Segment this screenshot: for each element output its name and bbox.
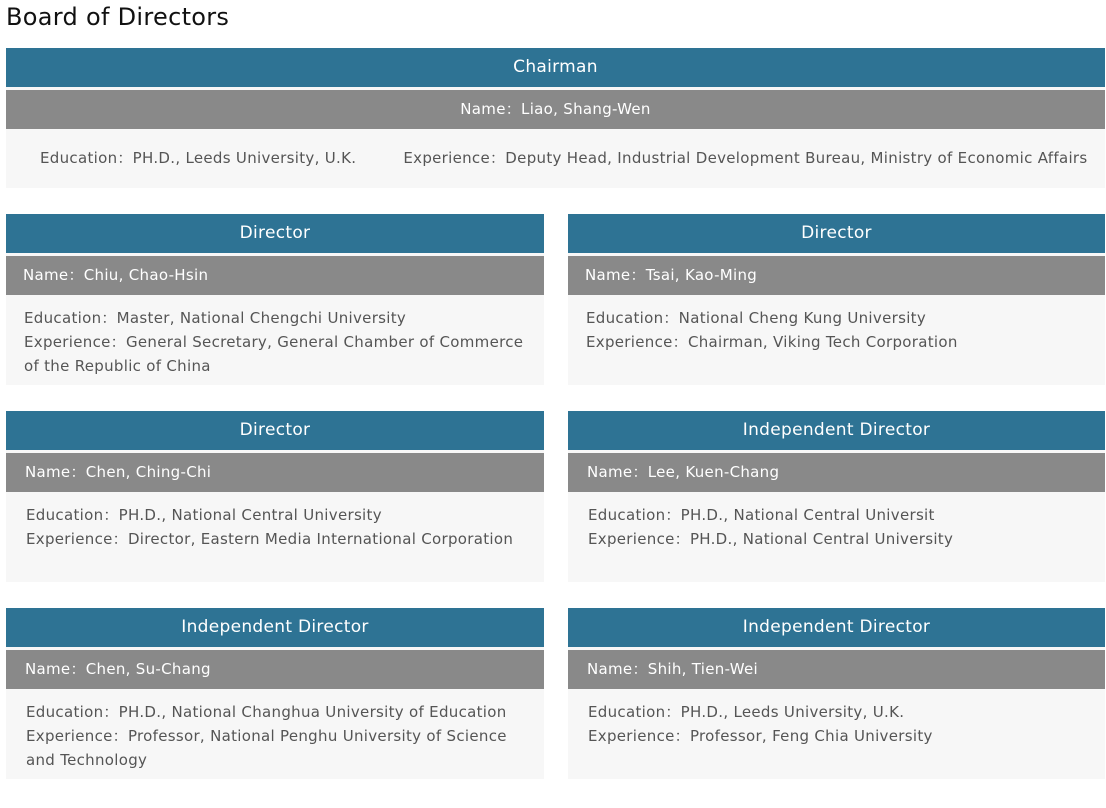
director-card <box>568 214 1105 385</box>
role-header: Director <box>6 214 544 253</box>
member-education: Education：PH.D., Leeds University, U.K. <box>588 703 905 721</box>
member-experience: Experience：Deputy Head, Industrial Development Bureau, Ministry of Economic Affairs <box>403 149 1088 167</box>
role-header: Independent Director <box>568 608 1105 647</box>
member-name: Name：Lee, Kuen-Chang <box>568 453 1105 492</box>
member-details <box>568 492 1105 551</box>
member-experience: Experience：Professor, National Penghu University of Science <box>26 727 507 745</box>
role-header: Director <box>568 214 1105 253</box>
member-experience: Experience：General Secretary, General Chamber of Commerce <box>24 333 524 351</box>
member-education: Education：National Cheng Kung University <box>586 309 927 327</box>
role-header: Independent Director <box>568 411 1105 450</box>
member-education: Education：PH.D., National Central Universit <box>588 506 935 524</box>
member-experience-continued: of the Republic of China <box>24 357 211 375</box>
member-name: Name：Shih, Tien-Wei <box>568 650 1105 689</box>
member-details <box>6 689 544 772</box>
member-name: Name：Tsai, Kao-Ming <box>568 256 1105 295</box>
independent-director-card <box>6 608 544 779</box>
member-name: Name：Chiu, Chao-Hsin <box>6 256 544 295</box>
member-experience: Experience：PH.D., National Central University <box>588 530 954 548</box>
member-experience: Experience：Director, Eastern Media International Corporation <box>26 530 514 548</box>
independent-director-card <box>568 411 1105 582</box>
member-details <box>568 295 1105 354</box>
role-header: Director <box>6 411 544 450</box>
member-name: Name：Chen, Su-Chang <box>6 650 544 689</box>
member-details <box>6 129 1105 187</box>
member-education: Education：PH.D., National Central University <box>26 506 382 524</box>
member-experience: Experience：Chairman, Viking Tech Corporation <box>586 333 958 351</box>
role-header: Independent Director <box>6 608 544 647</box>
member-details <box>6 492 544 551</box>
member-education: Education：Master, National Chengchi University <box>24 309 407 327</box>
independent-director-card <box>568 608 1105 779</box>
chairman-card <box>6 48 1105 188</box>
member-details <box>6 295 544 378</box>
role-header: Chairman <box>6 48 1105 87</box>
member-experience-continued: and Technology <box>26 751 148 769</box>
member-details <box>568 689 1105 748</box>
director-card <box>6 214 544 385</box>
member-education: Education：PH.D., Leeds University, U.K. <box>40 149 357 167</box>
member-experience: Experience：Professor, Feng Chia University <box>588 727 933 745</box>
page-title: Board of Directors <box>6 3 230 31</box>
director-card <box>6 411 544 582</box>
member-name: Name：Liao, Shang-Wen <box>6 90 1105 129</box>
member-name: Name：Chen, Ching-Chi <box>6 453 544 492</box>
member-education: Education：PH.D., National Changhua University of Education <box>26 703 507 721</box>
